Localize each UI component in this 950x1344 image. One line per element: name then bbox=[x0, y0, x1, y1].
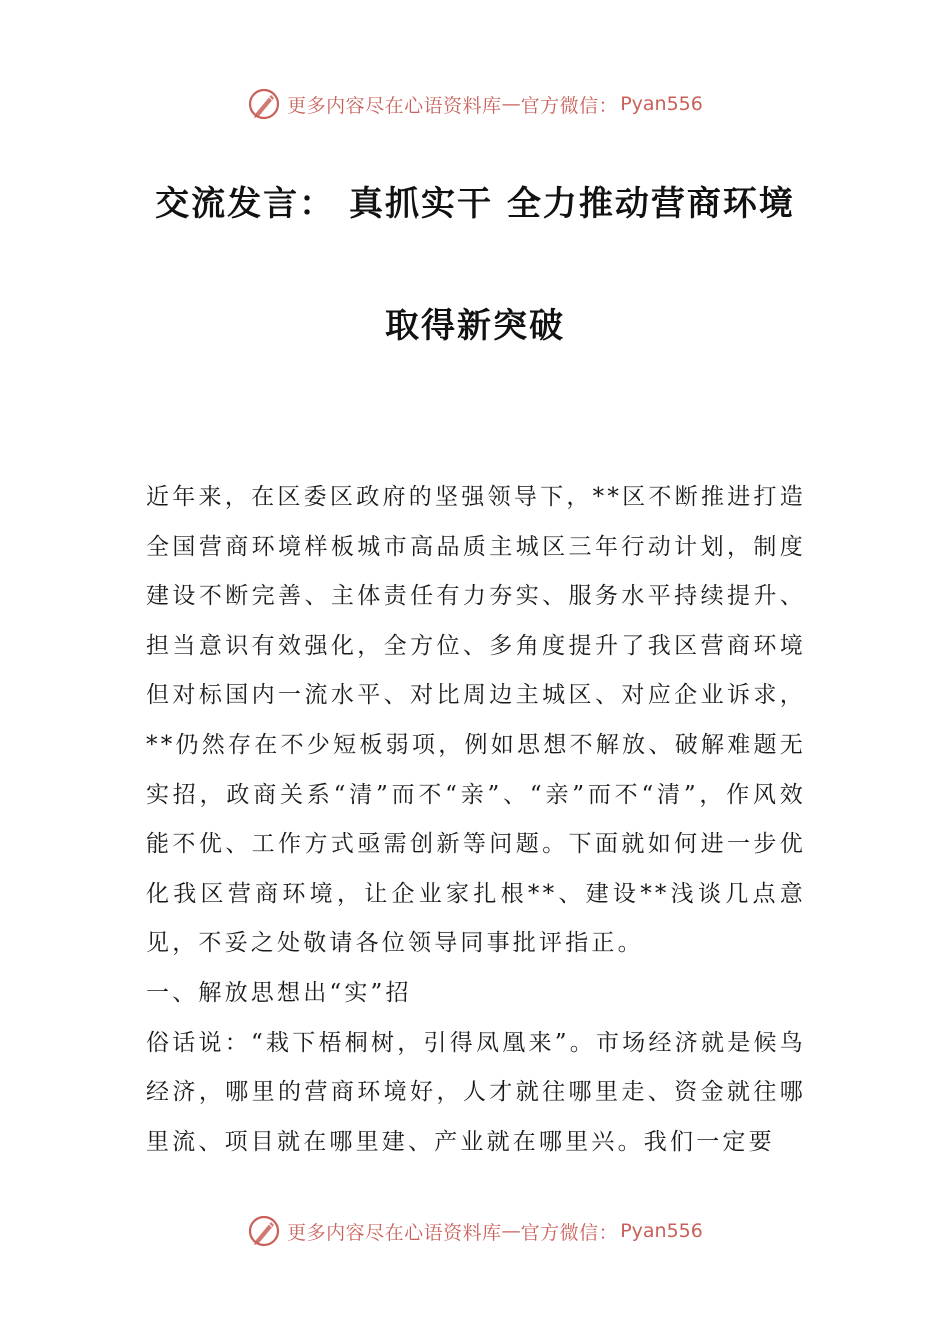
watermark-wechat-id: Pyan556 bbox=[620, 1220, 703, 1242]
watermark-dash: — bbox=[501, 1220, 521, 1242]
pen-logo-icon bbox=[247, 1214, 281, 1248]
watermark-footer bbox=[0, 1209, 950, 1253]
watermark-site-text: 更多内容尽在心语资料库 bbox=[287, 94, 502, 117]
watermark-dash: — bbox=[501, 93, 521, 115]
watermark-site-text: 更多内容尽在心语资料库 bbox=[287, 1221, 502, 1244]
pen-logo-icon bbox=[247, 87, 281, 121]
document-body bbox=[146, 473, 806, 1167]
section-heading-1: 一、解放思想出“实”招 bbox=[146, 979, 412, 1006]
document-title-line1: 交流发言： 真抓实干 全力推动营商环境 bbox=[155, 184, 795, 224]
watermark-wechat-label: 官方微信： bbox=[520, 94, 619, 117]
body-paragraph-section1: 俗话说：“栽下梧桐树，引得凤凰来”。市场经济就是候鸟经济，哪里的营商环境好，人才就往哪里走、资金就往哪里流、项目就在哪里建、产业就在哪里兴。我们一定要 bbox=[146, 1029, 806, 1155]
body-paragraph-intro: 近年来，在区委区政府的坚强领导下，**区不断推进打造全国营商环境样板城市高品质主城区三年行动计划，制度建设不断完善、主体责任有力夯实、服务水平持续提升、担当意识有效强化，全方位、多角度提升了我区营商环境但对标国内一流水平、对比周边主城区、对应企业诉求，**仍然存在不少短板弱项，例如思想不解放、破解难题无实招，政商关系“清”而不“亲”、“亲”而不“清”，作风效能不优、工作方式亟需创新等问题。下面就如何进一步优化我区营商环境，让企业家扎根**、建设**浅谈几点意见，不妥之处敬请各位领导同事批评指正。 bbox=[146, 484, 806, 957]
watermark-wechat-label: 官方微信： bbox=[520, 1221, 619, 1244]
watermark-wechat-id: Pyan556 bbox=[620, 93, 703, 115]
watermark-header bbox=[0, 82, 950, 126]
document-title-line2: 取得新突破 bbox=[385, 306, 565, 346]
